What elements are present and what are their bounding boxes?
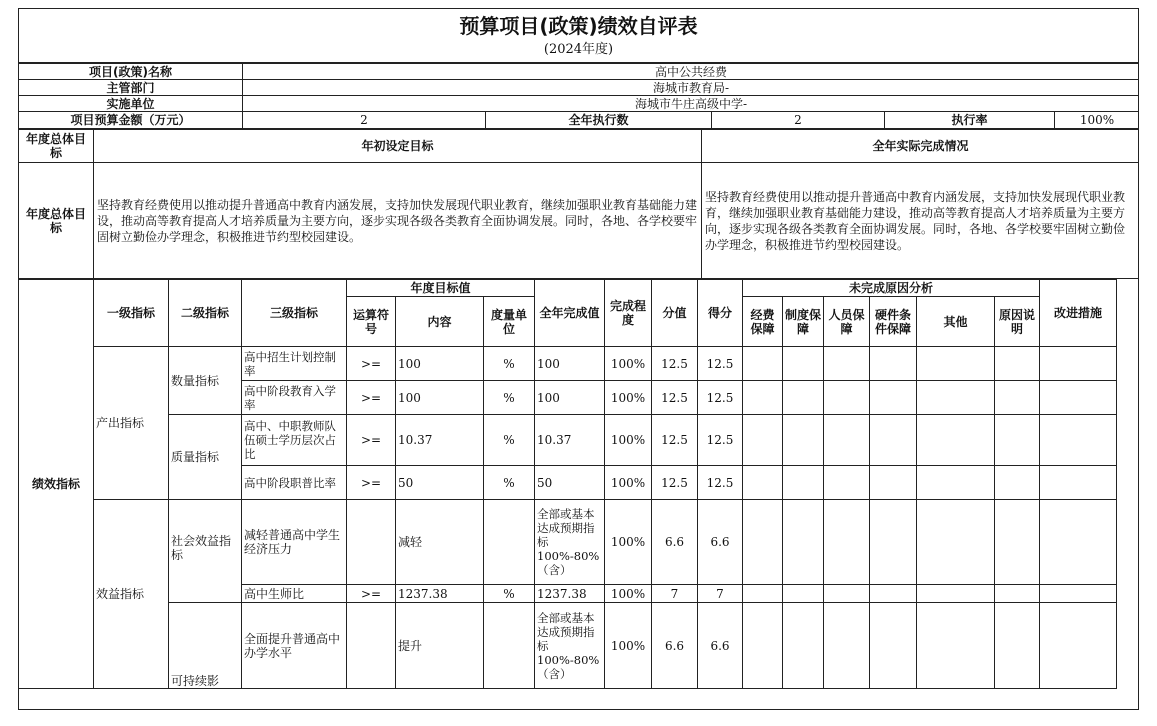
empty-cell [870,466,917,500]
indicator-op [347,500,396,585]
empty-cell [995,466,1040,500]
budget-value: 2 [243,112,486,129]
indicator-actual: 1237.38 [535,585,605,603]
empty-cell [743,500,783,585]
empty-cell [783,466,824,500]
sustain-section-label: 可持续影 [169,603,242,689]
score-value-header: 分值 [652,280,698,347]
dept-value: 海城市教育局- [243,80,1140,96]
empty-cell [1040,585,1117,603]
indicator-name: 高中、中职教师队伍硕士学历层次占比 [242,415,347,466]
empty-cell [783,381,824,415]
reason-desc-header: 原因说明 [995,297,1040,347]
empty-cell [995,603,1040,689]
indicator-header-row-1 [19,280,1140,297]
empty-cell [743,381,783,415]
project-name-value: 高中公共经费 [243,64,1140,80]
reason-staff-header: 人员保障 [824,297,870,347]
goals-set-text: 坚持教育经费使用以推动提升普通高中教育内涵发展，支持加快发展现代职业教育，继续加强职业教育基础能力建设，推动高等教育提高人才培养质量为主要方向，逐步实现各级各类教育全面协调发展。同时，各地、各学校要牢固树立勤俭办学理念，积极推进节约型校园建设。 [94,163,702,279]
empty-cell [824,381,870,415]
indicator-degree: 100% [605,603,652,689]
indicator-op: >= [347,415,396,466]
empty-cell [917,585,995,603]
indicator-name: 全面提升普通高中办学水平 [242,603,347,689]
indicator-content: 100 [396,347,484,381]
indicator-unit: % [484,466,535,500]
year-label: (2024年度) [543,42,614,57]
indicator-unit: % [484,347,535,381]
empty-cell [870,415,917,466]
reason-hardware-header: 硬件条件保障 [870,297,917,347]
empty-cell [870,585,917,603]
indicator-name: 高中生师比 [242,585,347,603]
goals-actual-label: 全年实际完成情况 [702,130,1140,163]
indicator-actual: 100 [535,347,605,381]
empty-cell [743,415,783,466]
indicator-content: 提升 [396,603,484,689]
indicator-value: 12.5 [652,415,698,466]
level3-header: 三级指标 [242,280,347,347]
empty-cell [743,347,783,381]
indicator-op: >= [347,466,396,500]
goals-text-row [19,163,1140,279]
empty-cell [824,585,870,603]
empty-cell [917,466,995,500]
empty-cell [870,347,917,381]
content-header: 内容 [396,297,484,347]
table-row [19,500,1140,585]
unit-label: 实施单位 [19,96,243,112]
empty-cell [917,500,995,585]
indicator-name: 高中阶段教育入学率 [242,381,347,415]
table-row [19,415,1140,466]
empty-cell [783,500,824,585]
reason-funds-header: 经费保障 [743,297,783,347]
indicator-unit: % [484,585,535,603]
indicator-op: >= [347,585,396,603]
indicator-actual: 10.37 [535,415,605,466]
indicator-degree: 100% [605,466,652,500]
empty-cell [995,347,1040,381]
empty-cell [1040,603,1117,689]
indicator-value: 6.6 [652,500,698,585]
indicator-score: 12.5 [698,466,743,500]
table-row [19,603,1140,689]
benefit-section-label: 效益指标 [94,500,169,689]
empty-cell [824,500,870,585]
indicator-score: 12.5 [698,381,743,415]
reason-group-header: 未完成原因分析 [743,280,1040,297]
actual-header: 全年完成值 [535,280,605,347]
indicator-actual: 50 [535,466,605,500]
goals-table [18,129,1139,279]
empty-cell [783,347,824,381]
indicator-actual: 全部或基本达成预期指标100%-80%（含） [535,603,605,689]
empty-cell [917,381,995,415]
level2-header: 二级指标 [169,280,242,347]
indicator-name: 减轻普通高中学生经济压力 [242,500,347,585]
page-title: 预算项目(政策)绩效自评表 [459,14,698,38]
indicator-op: >= [347,381,396,415]
empty-cell [783,603,824,689]
indicator-name: 高中阶段职普比率 [242,466,347,500]
dept-label: 主管部门 [19,80,243,96]
table-row [19,347,1140,381]
self-evaluation-sheet [18,8,1139,710]
reason-system-header: 制度保障 [783,297,824,347]
empty-cell [995,500,1040,585]
indicator-unit [484,500,535,585]
quality-section-label: 质量指标 [169,415,242,500]
indicator-degree: 100% [605,381,652,415]
indicator-value: 6.6 [652,603,698,689]
empty-cell [824,415,870,466]
reason-other-header: 其他 [917,297,995,347]
goals-header-row [19,130,1140,163]
indicator-score: 12.5 [698,415,743,466]
score-header: 得分 [698,280,743,347]
indicator-content: 10.37 [396,415,484,466]
exec-label: 全年执行数 [486,112,712,129]
indicator-unit: % [484,415,535,466]
level1-header: 一级指标 [94,280,169,347]
empty-cell [783,585,824,603]
empty-cell [783,415,824,466]
indicator-degree: 100% [605,415,652,466]
indicator-table [18,279,1139,689]
indicator-content: 减轻 [396,500,484,585]
goals-set-label: 年初设定目标 [94,130,702,163]
empty-cell [870,603,917,689]
title-block [19,9,1138,63]
empty-cell [743,603,783,689]
empty-cell [824,466,870,500]
indicator-content: 50 [396,466,484,500]
empty-cell [1040,500,1117,585]
info-row-dept [19,80,1140,96]
indicator-unit: % [484,381,535,415]
empty-cell [743,585,783,603]
unit-value: 海城市牛庄高级中学- [243,96,1140,112]
indicator-unit [484,603,535,689]
empty-cell [1040,347,1117,381]
goals-label: 年度总体目标 [19,130,94,163]
indicator-degree: 100% [605,585,652,603]
goals-row-label: 年度总体目标 [19,163,94,279]
indicator-degree: 100% [605,347,652,381]
empty-cell [743,466,783,500]
exec-value: 2 [712,112,885,129]
unit-header: 度量单位 [484,297,535,347]
info-row-unit [19,96,1140,112]
indicator-actual: 全部或基本达成预期指标100%-80%（含） [535,500,605,585]
indicator-value: 12.5 [652,347,698,381]
degree-header: 完成程度 [605,280,652,347]
indicator-value: 12.5 [652,381,698,415]
empty-cell [824,603,870,689]
rate-label: 执行率 [885,112,1055,129]
empty-cell [1040,381,1117,415]
empty-cell [917,603,995,689]
indicator-op: >= [347,347,396,381]
indicator-score: 6.6 [698,500,743,585]
info-row-name [19,64,1140,80]
indicator-content: 1237.38 [396,585,484,603]
perf-label: 绩效指标 [19,280,94,689]
empty-cell [917,347,995,381]
empty-cell [1040,466,1117,500]
empty-cell [1040,415,1117,466]
empty-cell [995,585,1040,603]
indicator-op [347,603,396,689]
indicator-name: 高中招生计划控制率 [242,347,347,381]
info-row-budget [19,112,1140,129]
indicator-value: 12.5 [652,466,698,500]
quantity-section-label: 数量指标 [169,347,242,415]
info-table [18,63,1139,129]
indicator-score: 7 [698,585,743,603]
budget-label: 项目预算金额（万元） [19,112,243,129]
indicator-score: 12.5 [698,347,743,381]
target-group-header: 年度目标值 [347,280,535,297]
empty-cell [995,381,1040,415]
project-name-label: 项目(政策)名称 [19,64,243,80]
indicator-actual: 100 [535,381,605,415]
output-section-label: 产出指标 [94,347,169,500]
empty-cell [870,500,917,585]
empty-cell [995,415,1040,466]
empty-cell [917,415,995,466]
improve-header: 改进措施 [1040,280,1117,347]
rate-value: 100% [1055,112,1140,129]
indicator-content: 100 [396,381,484,415]
indicator-score: 6.6 [698,603,743,689]
empty-cell [824,347,870,381]
op-header: 运算符号 [347,297,396,347]
social-section-label: 社会效益指标 [169,500,242,603]
indicator-degree: 100% [605,500,652,585]
empty-cell [870,381,917,415]
goals-actual-text: 坚持教育经费使用以推动提升普通高中教育内涵发展，支持加快发展现代职业教育，继续加强职业教育基础能力建设，推动高等教育提高人才培养质量为主要方向，逐步实现各级各类教育全面协调发展。同时，各地、各学校要牢固树立勤俭办学理念，积极推进节约型校园建设。 [702,163,1140,279]
indicator-value: 7 [652,585,698,603]
